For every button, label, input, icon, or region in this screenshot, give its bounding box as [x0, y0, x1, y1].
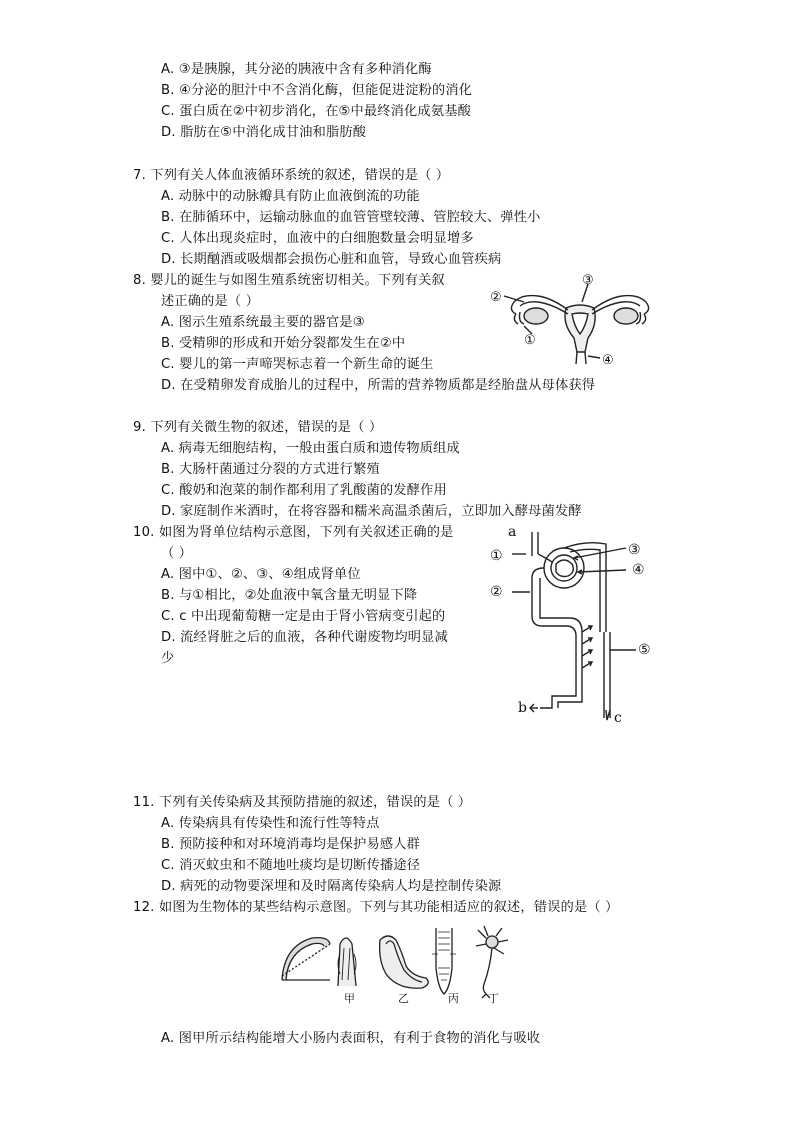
- q10-option-c: C. c 中出现葡萄糖一定是由于肾小管病变引起的: [161, 609, 446, 624]
- q8-option-c: C. 婴儿的第一声啼哭标志着一个新生命的诞生: [161, 357, 434, 372]
- q7-stem: 7. 下列有关人体血液循环系统的叙述，错误的是（ ）: [133, 168, 450, 183]
- structures-diagram: [278, 924, 518, 1006]
- fig10-label-3: ③: [628, 542, 641, 558]
- q6-option-b: B. ④分泌的胆汁中不含消化酶，但能促进淀粉的消化: [161, 83, 473, 98]
- fig8-label-3: ③: [582, 273, 594, 288]
- q12-option-a: A. 图甲所示结构能增大小肠内表面积，有利于食物的消化与吸收: [161, 1031, 541, 1046]
- fig10-label-a: a: [508, 524, 517, 540]
- q10-option-a: A. 图中①、②、③、④组成肾单位: [161, 567, 361, 582]
- q9-option-c: C. 酸奶和泡菜的制作都利用了乳酸菌的发酵作用: [161, 483, 447, 498]
- uterus-diagram: [488, 272, 664, 368]
- q6-option-d: D. 脂肪在⑤中消化成甘油和脂肪酸: [161, 125, 367, 140]
- fig12-label-bing: 丙: [448, 992, 459, 1005]
- q8-stem-line1: 8. 婴儿的诞生与如图生殖系统密切相关。下列有关叙: [133, 273, 445, 288]
- q6-option-a: A. ③是胰腺，其分泌的胰液中含有多种消化酶: [161, 62, 432, 77]
- q6-option-c: C. 蛋白质在②中初步消化，在⑤中最终消化成氨基酸: [161, 104, 471, 119]
- q10-option-b: B. 与①相比，②处血液中氧含量无明显下降: [161, 588, 418, 603]
- fig12-label-yi: 乙: [398, 992, 409, 1005]
- q9-stem: 9. 下列有关微生物的叙述，错误的是（ ）: [133, 420, 383, 435]
- fig10-label-4: ④: [632, 562, 645, 578]
- q10-option-d: D. 流经肾脏之后的血液，各种代谢废物均明显减: [161, 630, 448, 645]
- fig8-label-2: ②: [490, 290, 502, 305]
- reproductive-system-figure: [488, 272, 664, 368]
- q9-option-b: B. 大肠杆菌通过分裂的方式进行繁殖: [161, 462, 380, 477]
- q11-option-d: D. 病死的动物要深埋和及时隔离传染病人均是控制传染源: [161, 879, 502, 894]
- q7-option-b: B. 在肺循环中，运输动脉血的血管管壁较薄、管腔较大、弹性小: [161, 210, 541, 225]
- nephron-figure: [486, 522, 686, 728]
- fig10-label-b: b: [518, 700, 527, 716]
- q9-option-d: D. 家庭制作米酒时，在将容器和糯米高温杀菌后，立即加入酵母菌发酵: [161, 504, 582, 519]
- q10-stem-line1: 10. 如图为肾单位结构示意图，下列有关叙述正确的是: [133, 525, 454, 540]
- q7-option-c: C. 人体出现炎症时，血液中的白细胞数量会明显增多: [161, 231, 474, 246]
- q10-stem-line2: （ ）: [161, 546, 193, 561]
- q10-option-d-cont: 少: [161, 651, 175, 666]
- q8-option-b: B. 受精卵的形成和开始分裂都发生在②中: [161, 336, 406, 351]
- fig12-label-ding: 丁: [488, 992, 499, 1005]
- q8-option-d: D. 在受精卵发育成胎儿的过程中，所需的营养物质都是经胎盘从母体获得: [161, 378, 596, 393]
- fig12-label-jia: 甲: [344, 992, 355, 1005]
- q8-stem-line2: 述正确的是（ ）: [161, 294, 260, 309]
- q9-option-a: A. 病毒无细胞结构，一般由蛋白质和遗传物质组成: [161, 441, 460, 456]
- nephron-diagram: [486, 522, 686, 728]
- q11-stem: 11. 下列有关传染病及其预防措施的叙述，错误的是（ ）: [133, 795, 472, 810]
- fig8-label-1: ①: [524, 333, 536, 348]
- q7-option-d: D. 长期酗酒或吸烟都会损伤心脏和血管，导致心血管疾病: [161, 252, 502, 267]
- q11-option-c: C. 消灭蚊虫和不随地吐痰均是切断传播途径: [161, 858, 421, 873]
- q8-option-a: A. 图示生殖系统最主要的器官是③: [161, 315, 365, 330]
- q12-stem: 12. 如图为生物体的某些结构示意图。下列与其功能相适应的叙述，错误的是（ ）: [133, 900, 619, 915]
- q11-option-b: B. 预防接种和对环境消毒均是保护易感人群: [161, 837, 421, 852]
- fig10-label-1: ①: [490, 548, 503, 564]
- q7-option-a: A. 动脉中的动脉瓣具有防止血液倒流的功能: [161, 189, 420, 204]
- structures-figure: [278, 924, 518, 1006]
- fig10-label-c: c: [614, 710, 622, 726]
- fig10-label-5: ⑤: [638, 642, 651, 658]
- fig8-label-4: ④: [602, 353, 614, 368]
- fig10-label-2: ②: [490, 584, 503, 600]
- q11-option-a: A. 传染病具有传染性和流行性等特点: [161, 816, 380, 831]
